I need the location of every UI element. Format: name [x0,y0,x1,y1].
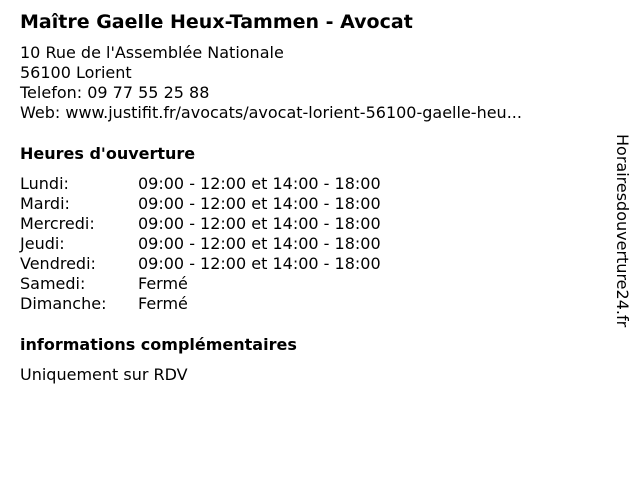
address-line-1: 10 Rue de l'Assemblée Nationale [20,43,284,62]
hours-row-thursday [20,234,610,254]
address-line-2: 56100 Lorient [20,63,132,82]
hours-row-monday [20,174,610,194]
phone-line: Telefon: 09 77 55 25 88 [20,83,210,102]
web-link[interactable]: Web: www.justifit.fr/avocats/avocat-lorient-56100-gaelle-heu... [20,103,522,122]
day-label: Mercredi: [20,214,95,233]
time-value: 09:00 - 12:00 et 14:00 - 18:00 [138,194,381,213]
hours-row-friday [20,254,610,274]
hours-table [20,174,610,314]
hours-title: Heures d'ouverture [20,144,196,163]
time-value: 09:00 - 12:00 et 14:00 - 18:00 [138,214,381,233]
time-value: Fermé [138,294,188,313]
time-value: 09:00 - 12:00 et 14:00 - 18:00 [138,234,381,253]
time-value: 09:00 - 12:00 et 14:00 - 18:00 [138,174,381,193]
info-title: informations complémentaires [20,335,297,354]
day-label: Mardi: [20,194,70,213]
time-value: 09:00 - 12:00 et 14:00 - 18:00 [138,254,381,273]
day-label: Vendredi: [20,254,96,273]
day-label: Jeudi: [20,234,65,253]
hours-row-sunday [20,294,610,314]
day-label: Dimanche: [20,294,107,313]
day-label: Samedi: [20,274,86,293]
day-label: Lundi: [20,174,69,193]
web-line [20,103,610,123]
hours-row-wednesday [20,214,610,234]
business-card [20,10,610,385]
hours-row-saturday [20,274,610,294]
hours-row-tuesday [20,194,610,214]
info-text: Uniquement sur RDV [20,365,188,384]
watermark-text: Horairesdouverture24.fr [613,134,632,328]
time-value: Fermé [138,274,188,293]
business-title: Maître Gaelle Heux-Tammen - Avocat [20,11,413,33]
